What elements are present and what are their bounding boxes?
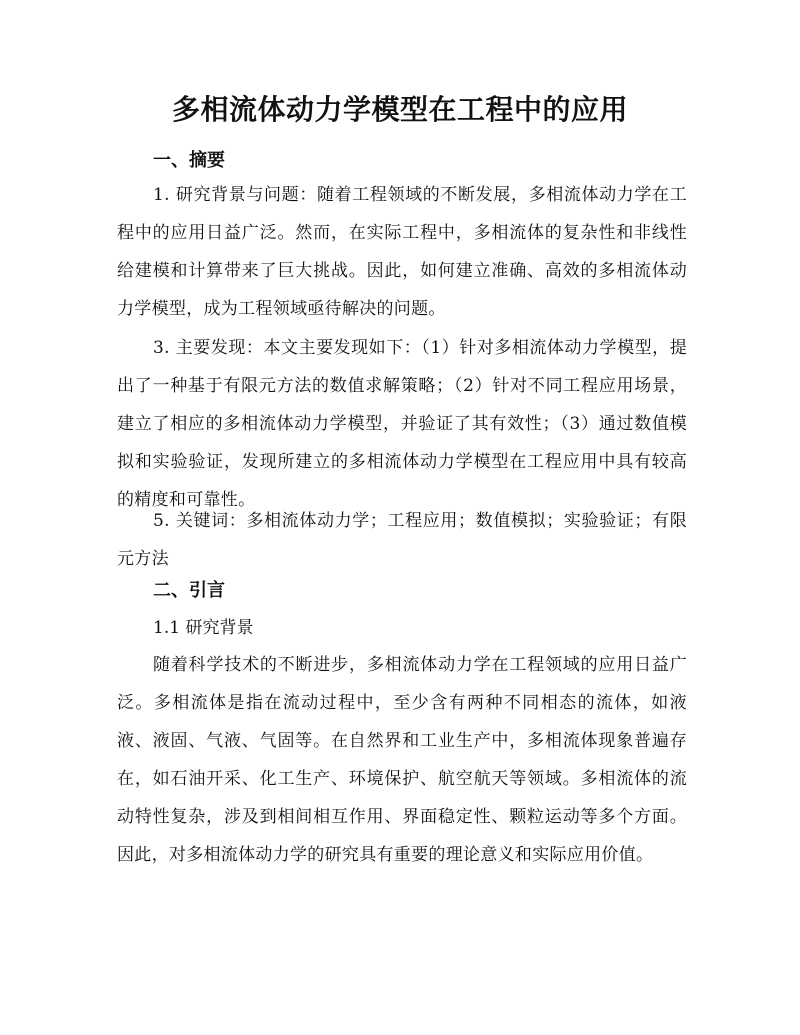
research-background-subheading: 1.1 研究背景 xyxy=(153,618,254,638)
intro-heading: 二、引言 xyxy=(153,580,225,601)
abstract-background-paragraph: 1. 研究背景与问题：随着工程领域的不断发展，多相流体动力学在工程中的应用日益广泛。然而，在实际工程中，多相流体的复杂性和非线性给建模和计算带来了巨大挑战。因此，如何建立准确、高效的多相流体动力学模型，成为工程领域亟待解决的问题。 xyxy=(117,185,687,319)
abstract-heading: 一、摘要 xyxy=(153,150,225,171)
abstract-keywords-paragraph: 5. 关键词：多相流体动力学；工程应用；数值模拟；实验验证；有限元方法 xyxy=(117,511,687,569)
document-title: 多相流体动力学模型在工程中的应用 xyxy=(171,93,628,126)
intro-background-paragraph: 随着科学技术的不断进步，多相流体动力学在工程领域的应用日益广泛。多相流体是指在流动过程中，至少含有两种不同相态的流体，如液液、液固、气液、气固等。在自然界和工业生产中，多相流体现象普遍存在，如石油开采、化工生产、环境保护、航空航天等领域。多相流体的流动特性复杂，涉及到相间相互作用、界面稳定性、颗粒运动等多个方面。因此，对多相流体动力学的研究具有重要的理论意义和实际应用价值。 xyxy=(117,655,687,865)
abstract-findings-paragraph: 3. 主要发现：本文主要发现如下：（1）针对多相流体动力学模型，提出了一种基于有限元方法的数值求解策略；（2）针对不同工程应用场景，建立了相应的多相流体动力学模型，并验证了其有效性；（3）通过数值模拟和实验验证，发现所建立的多相流体动力学模型在工程应用中具有较高的精度和可靠性。 xyxy=(117,338,687,510)
